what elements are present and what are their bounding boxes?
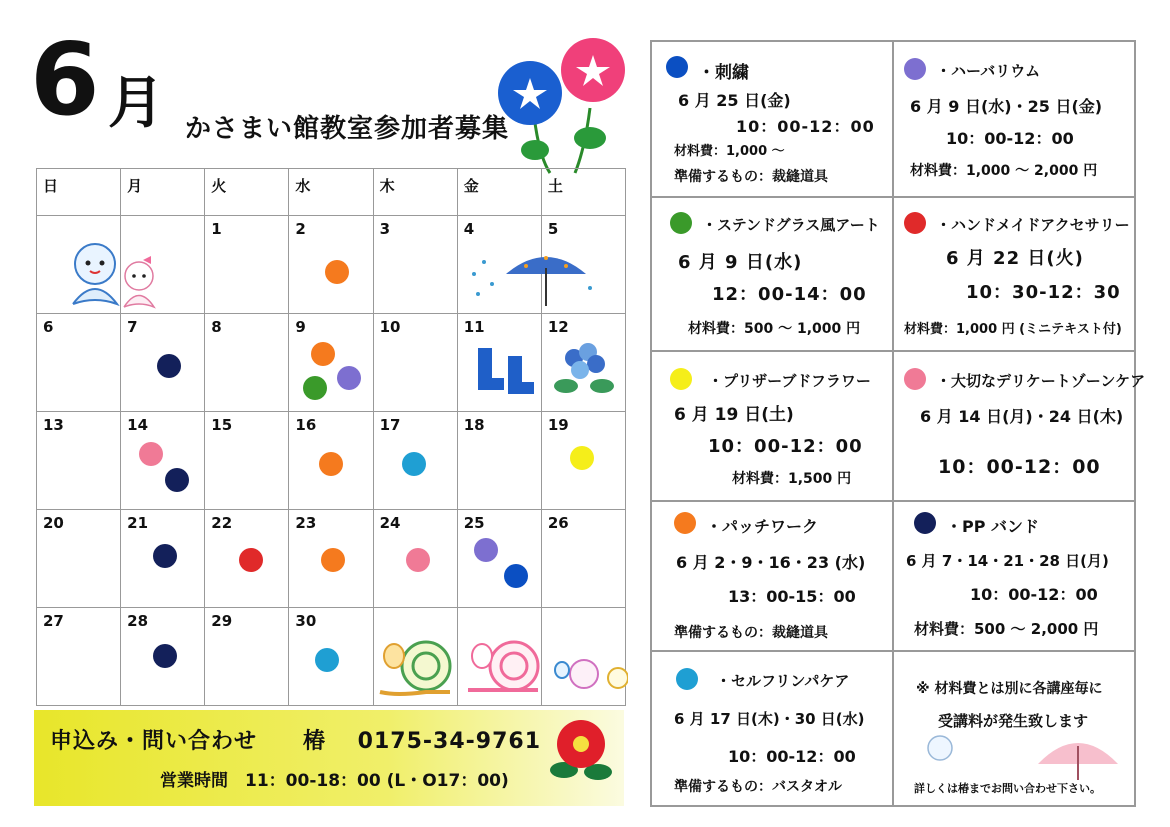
calendar-day [373,216,457,314]
class-prep: 準備するもの：バスタオル [674,779,842,795]
navy-class-dot [165,468,189,492]
day-number: 2 [295,220,306,238]
calendar-day [541,314,625,412]
day-number: 11 [463,318,485,336]
calendar-day [373,510,457,608]
morning-glory-illustration [495,38,635,178]
class-time: 13：00-15：00 [728,587,856,606]
month-number: 6 [30,21,100,138]
orange-class-dot [321,548,345,572]
weekday-header: 火 [205,169,289,216]
calendar-day [121,412,205,510]
calendar-day [205,412,289,510]
class-fee: 材料費：500 ～ 2,000 円 [914,620,1099,638]
class-fee: 材料費：1,500 円 [732,471,852,487]
weekday-header: 月 [121,169,205,216]
day-number: 10 [379,318,401,336]
class-name: ・ハーバリウム [936,62,1041,80]
calendar-day [205,314,289,412]
class-fee: 材料費：1,000 ～ [674,144,785,159]
day-number: 7 [127,318,138,336]
purple-class-dot [904,58,926,80]
calendar-day [457,510,541,608]
day-number: 9 [295,318,306,336]
calendar-weekday-row [37,169,626,216]
class-card [651,651,893,806]
day-number: 28 [127,612,149,630]
calendar-day [205,216,289,314]
rain-boots-icon [468,328,544,398]
note-line: 受講料が発生致します [938,712,1089,730]
calendar-day [457,608,541,706]
calendar-day [37,510,121,608]
day-number: 27 [43,612,64,630]
class-time: 12：00-14：00 [712,284,867,305]
calendar-day [37,608,121,706]
day-number: 30 [295,612,317,630]
day-number: 19 [547,416,569,434]
class-name: ・大切なデリケートゾーンケア [936,372,1146,390]
class-date: 6 月 17 日(木)・30 日(水) [674,710,865,728]
calendar-day [121,510,205,608]
day-number: 14 [127,416,149,434]
day-number: 1 [211,220,222,238]
day-number: 5 [547,220,559,238]
weekday-header: 土 [541,169,625,216]
class-prep: 準備するもの：裁縫道具 [674,169,828,185]
class-card [651,197,893,351]
class-date: 6 月 19 日(土) [674,405,794,425]
calendar-week-row [37,314,626,412]
class-prep: 準備するもの：裁縫道具 [674,625,828,641]
calendar-week-row [37,412,626,510]
class-date: 6 月 7・14・21・28 日(月) [906,552,1109,570]
green-class-dot [670,212,692,234]
day-number: 13 [43,416,64,434]
business-hours: 営業時間 11：00-18：00 (L・O17：00) [160,771,509,791]
cyan-class-dot [402,452,426,476]
red-class-dot [904,212,926,234]
orange-class-dot [325,260,349,284]
calendar-week-row [37,510,626,608]
day-number: 23 [295,514,317,532]
day-number: 29 [211,612,233,630]
navy-class-dot [157,354,181,378]
class-date: 6 月 25 日(金) [678,91,791,110]
calendar-day [205,608,289,706]
snails-small-icon [550,652,628,698]
class-name: ・PP バンド [946,517,1040,536]
calendar-day [121,216,205,314]
green-class-dot [303,376,327,400]
note-line: ※ 材料費とは別に各講座毎に [916,681,1103,697]
class-card [893,41,1135,197]
class-fee: 材料費：1,000 ～ 2,000 円 [910,163,1098,179]
class-date: 6 月 22 日(火) [946,248,1084,269]
calendar-day [541,608,625,706]
class-date: 6 月 2・9・16・23 (水) [676,553,866,572]
note-line: 詳しくは椿までお問い合わせ下さい。 [914,782,1101,795]
calendar-day [289,412,373,510]
blue-class-dot [666,56,688,78]
calendar-day [121,314,205,412]
page-title: かさまい館教室参加者募集 [185,114,510,144]
calendar-week-row [37,216,626,314]
navy-class-dot [914,512,936,534]
calendar [36,168,626,706]
calendar-day [37,216,121,314]
class-fee: 材料費：500 ～ 1,000 円 [688,321,861,337]
class-card [651,41,893,197]
class-name: ・刺繍 [698,63,749,83]
day-number: 12 [547,318,569,336]
hydrangea-icon [546,328,624,398]
yellow-class-dot [670,368,692,390]
yellow-class-dot [570,446,594,470]
class-name: ・パッチワーク [706,517,819,536]
orange-class-dot [311,342,335,366]
camellia-flower-icon [548,712,614,786]
month-kanji: 月 [108,71,164,136]
class-card [651,501,893,651]
navy-class-dot [153,544,177,568]
calendar-day [289,216,373,314]
calendar-day [37,412,121,510]
contact-phone: 申込み・問い合わせ 椿 0175-34-9761 [50,729,541,754]
calendar-day [541,412,625,510]
purple-class-dot [474,538,498,562]
calendar-day [205,510,289,608]
class-time: 10：00-12：00 [946,129,1074,148]
calendar-day [541,510,625,608]
calendar-day [373,314,457,412]
day-number: 3 [379,220,390,238]
weekday-header: 金 [457,169,541,216]
snail-icon [376,626,458,700]
class-fee: 材料費：1,000 円 (ミニテキスト付) [904,322,1122,337]
pink-class-dot [904,368,926,390]
navy-class-dot [153,644,177,668]
day-number: 15 [211,416,233,434]
weekday-header: 水 [289,169,373,216]
umbrella-teru-bozu-icon [918,724,1118,780]
cyan-class-dot [315,648,339,672]
calendar-day [289,510,373,608]
orange-class-dot [319,452,343,476]
class-time: 10：30-12：30 [966,282,1121,303]
pink-class-dot [406,548,430,572]
class-time: 10：00-12：00 [970,585,1098,604]
calendar-day [457,216,541,314]
red-class-dot [239,548,263,572]
calendar-day [289,314,373,412]
day-number: 25 [463,514,485,532]
calendar-day [457,314,541,412]
day-number: 26 [547,514,569,532]
class-date: 6 月 9 日(水)・25 日(金) [910,97,1103,116]
class-name: ・セルフリンパケア [716,672,850,690]
day-number: 22 [211,514,233,532]
orange-class-dot [674,512,696,534]
class-name: ・ステンドグラス風アート [702,216,880,234]
day-number: 18 [463,416,485,434]
cyan-class-dot [676,668,698,690]
class-card [651,351,893,501]
day-number: 21 [127,514,149,532]
weekday-header: 日 [37,169,121,216]
class-card [893,351,1146,501]
calendar-day [373,608,457,706]
day-number: 8 [211,318,222,336]
day-number: 4 [463,220,475,238]
day-number: 24 [379,514,401,532]
class-date: 6 月 14 日(月)・24 日(木) [920,407,1124,426]
purple-class-dot [337,366,361,390]
class-name: ・ハンドメイドアクセサリー [936,216,1130,234]
class-list [650,40,1146,807]
blue-class-dot [504,564,528,588]
day-number: 20 [43,514,64,532]
weekday-header: 木 [373,169,457,216]
calendar-day [457,412,541,510]
class-name: ・プリザーブドフラワー [708,372,871,390]
calendar-day [37,314,121,412]
class-time: 10：00-12：00 [728,747,856,766]
calendar-day [121,608,205,706]
day-number: 17 [379,416,401,434]
calendar-day [289,608,373,706]
class-time: 10：00-12：00 [938,456,1101,478]
class-time: 10：00-12：00 [708,436,863,457]
calendar-day [373,412,457,510]
calendar-day [541,216,625,314]
calendar-week-row [37,608,626,706]
day-number: 16 [295,416,317,434]
pink-class-dot [139,442,163,466]
class-time: 10：00-12：00 [736,117,875,136]
note-card [893,651,1135,806]
class-date: 6 月 9 日(水) [678,252,803,273]
snail-pink-icon [464,628,546,700]
day-number: 6 [43,318,54,336]
teru-teru-bozu-icon [65,234,125,310]
class-card [893,501,1135,651]
class-card [893,197,1135,351]
